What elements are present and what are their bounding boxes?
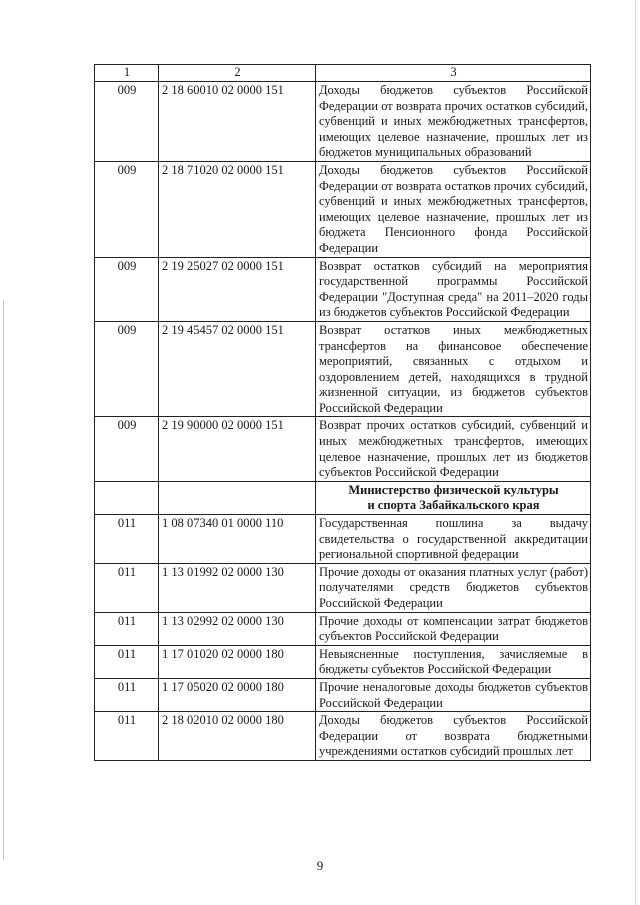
table-row <box>95 515 591 564</box>
kbk-code-cell: 2 18 71020 02 0000 151 <box>159 161 316 257</box>
page-number: 9 <box>316 858 324 873</box>
admin-code-cell: 011 <box>95 515 159 564</box>
kbk-code-cell: 1 17 05020 02 0000 180 <box>159 678 316 711</box>
section-empty-cell-1 <box>95 481 159 514</box>
admin-code-cell: 011 <box>95 645 159 678</box>
revenue-description-cell: Доходы бюджетов субъектов Российской Федерации от возврата бюджетными учреждениями остатков субсидий прошлых лет <box>316 712 591 761</box>
admin-code-cell: 011 <box>95 563 159 612</box>
revenue-description-cell: Возврат прочих остатков субсидий, субвенций и иных межбюджетных трансфертов, имеющих целевое назначение, прошлых лет из бюджетов субъектов Российской Федерации <box>316 417 591 481</box>
admin-code-cell: 011 <box>95 678 159 711</box>
revenue-description-cell: Доходы бюджетов субъектов Российской Федерации от возврата остатков прочих субсидий, субвенций и иных межбюджетных трансфертов, имеющих целевое назначение, прошлых лет из бюджета Пенсионного фонда Российской Федерации <box>316 161 591 257</box>
header-col-1: 1 <box>95 65 159 82</box>
table-body <box>95 65 591 761</box>
table-row <box>95 161 591 257</box>
kbk-code-cell: 1 13 01992 02 0000 130 <box>159 563 316 612</box>
section-title-line-1: Министерство физической культуры <box>348 482 559 497</box>
admin-code-cell: 009 <box>95 321 159 417</box>
revenue-codes-table <box>94 64 591 761</box>
kbk-code-cell: 2 18 60010 02 0000 151 <box>159 82 316 162</box>
revenue-description-cell: Доходы бюджетов субъектов Российской Федерации от возврата прочих остатков субсидий, субвенций и иных межбюджетных трансфертов, имеющих целевое назначение, прошлых лет из бюджетов муниципальных образований <box>316 82 591 162</box>
revenue-description-cell: Прочие неналоговые доходы бюджетов субъектов Российской Федерации <box>316 678 591 711</box>
kbk-code-cell: 2 19 25027 02 0000 151 <box>159 257 316 321</box>
header-col-3: 3 <box>316 65 591 82</box>
table-row <box>95 645 591 678</box>
table-row <box>95 563 591 612</box>
admin-code-cell: 011 <box>95 612 159 645</box>
scan-edge-left <box>3 300 4 860</box>
revenue-description-cell: Прочие доходы от оказания платных услуг (работ) получателями средств бюджетов субъектов Российской Федерации <box>316 563 591 612</box>
revenue-description-cell: Прочие доходы от компенсации затрат бюджетов субъектов Российской Федерации <box>316 612 591 645</box>
table-row <box>95 417 591 481</box>
kbk-code-cell: 1 17 01020 02 0000 180 <box>159 645 316 678</box>
section-title <box>316 481 591 514</box>
section-title-line-2: и спорта Забайкальского края <box>367 498 540 513</box>
table-row <box>95 712 591 761</box>
header-col-2: 2 <box>159 65 316 82</box>
admin-code-cell: 009 <box>95 82 159 162</box>
admin-code-cell: 009 <box>95 257 159 321</box>
kbk-code-cell: 1 13 02992 02 0000 130 <box>159 612 316 645</box>
table-row <box>95 82 591 162</box>
table-header-row <box>95 65 591 82</box>
table-row <box>95 678 591 711</box>
kbk-code-cell: 2 18 02010 02 0000 180 <box>159 712 316 761</box>
scan-edge-right <box>635 0 636 905</box>
kbk-code-cell: 2 19 90000 02 0000 151 <box>159 417 316 481</box>
revenue-description-cell: Государственная пошлина за выдачу свидетельства о государственной аккредитации региональной спортивной федерации <box>316 515 591 564</box>
admin-code-cell: 009 <box>95 417 159 481</box>
kbk-code-cell: 2 19 45457 02 0000 151 <box>159 321 316 417</box>
revenue-description-cell: Возврат остатков субсидий на мероприятия государственной программы Российской Федерации "Доступная среда" на 2011–2020 годы из бюджетов субъектов Российской Федерации <box>316 257 591 321</box>
section-empty-cell-2 <box>159 481 316 514</box>
admin-code-cell: 009 <box>95 161 159 257</box>
kbk-code-cell: 1 08 07340 01 0000 110 <box>159 515 316 564</box>
table-row <box>95 257 591 321</box>
revenue-description-cell: Возврат остатков иных межбюджетных трансфертов на финансовое обеспечение мероприятий, связанных с отдыхом и оздоровлением детей, находящихся в трудной жизненной ситуации, из бюджетов субъектов Российской Федерации <box>316 321 591 417</box>
admin-code-cell: 011 <box>95 712 159 761</box>
table-row <box>95 321 591 417</box>
table-row <box>95 612 591 645</box>
section-header-row <box>95 481 591 514</box>
revenue-description-cell: Невыясненные поступления, зачисляемые в бюджеты субъектов Российской Федерации <box>316 645 591 678</box>
